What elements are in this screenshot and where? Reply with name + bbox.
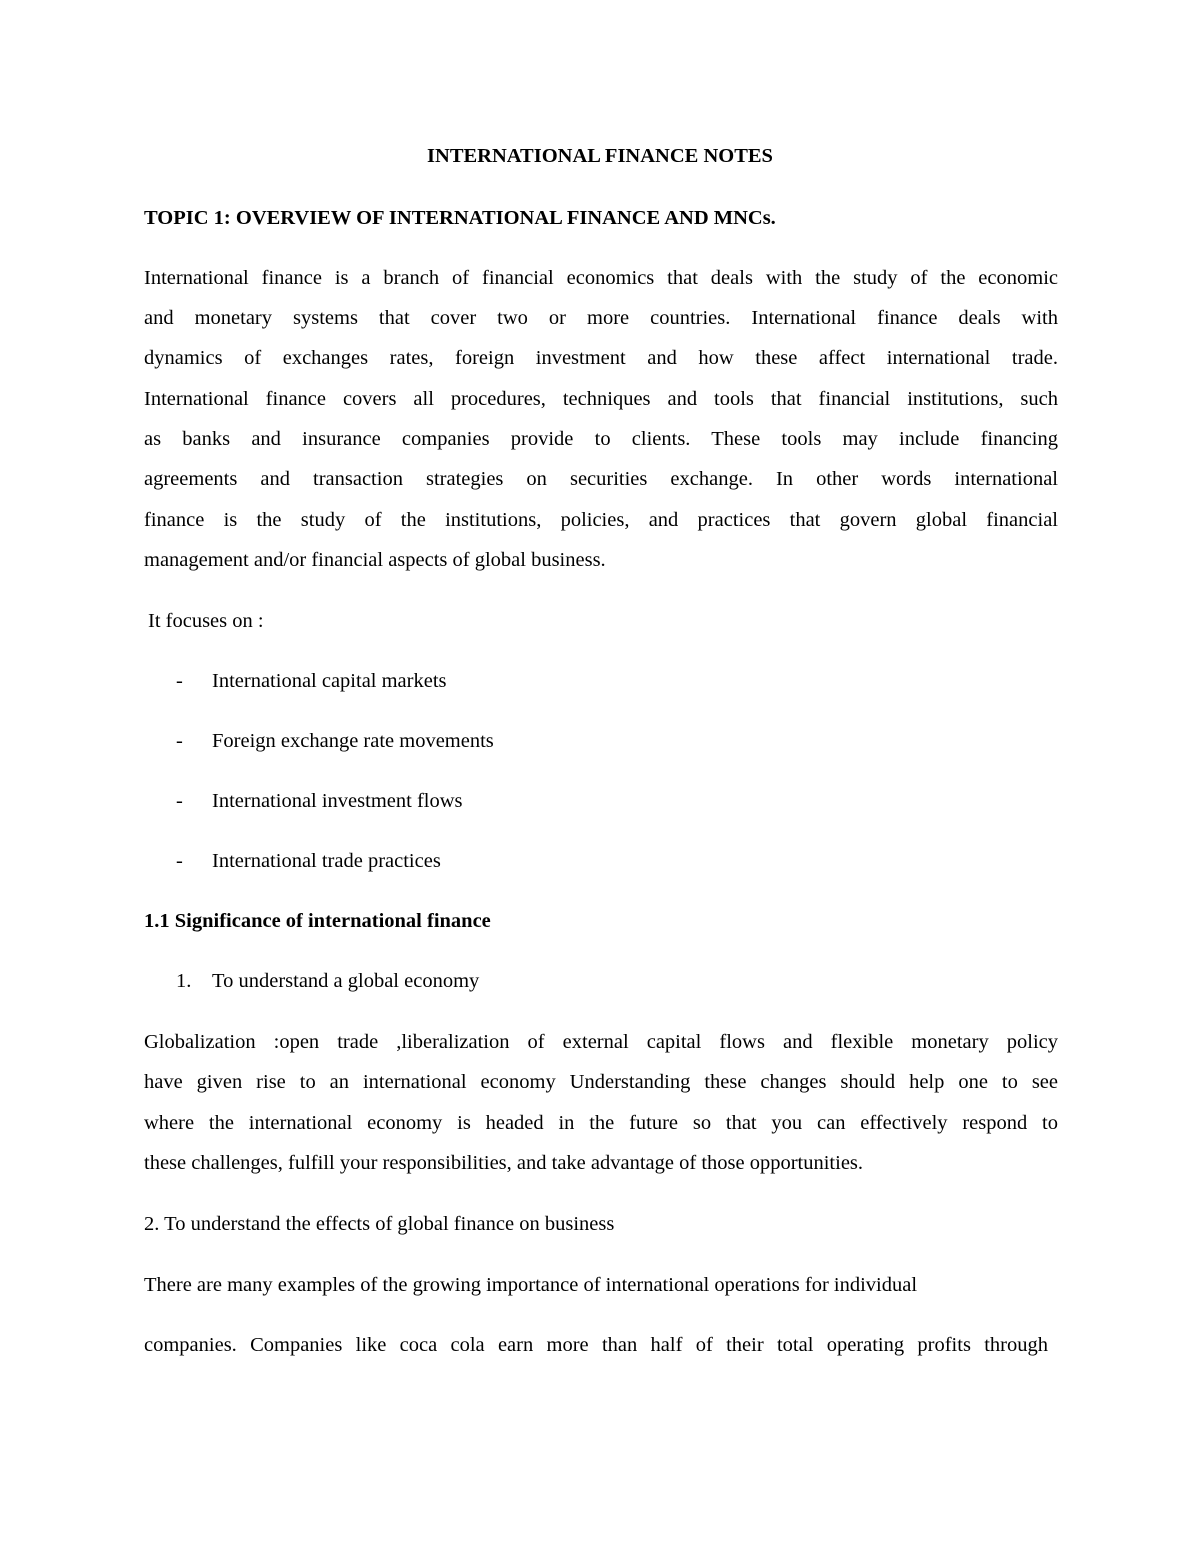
point-number: 1.	[176, 970, 192, 992]
focus-intro: It focuses on :	[148, 610, 264, 632]
dash-bullet-icon: -	[176, 730, 183, 752]
topic-heading: TOPIC 1: OVERVIEW OF INTERNATIONAL FINANCE AND MNCs.	[144, 207, 776, 229]
numbered-point-2: 2. To understand the effects of global finance on business	[144, 1213, 615, 1235]
paragraph-line: companies. Companies like coca cola earn more than half of their total operating profits through	[144, 1334, 1048, 1356]
list-item-text: International capital markets	[212, 670, 447, 692]
section-heading: 1.1 Significance of international finance	[144, 910, 491, 932]
point-label: To understand a global economy	[212, 970, 480, 992]
paragraph-line: Globalization :open trade ,liberalization of external capital flows and flexible monetary policy	[144, 1031, 1058, 1053]
paragraph-line: have given rise to an international economy Understanding these changes should help one to see	[144, 1071, 1058, 1093]
document-title: INTERNATIONAL FINANCE NOTES	[427, 145, 773, 167]
paragraph-line: There are many examples of the growing importance of international operations for individual	[144, 1274, 918, 1296]
paragraph-line: International finance covers all procedures, techniques and tools that financial institutions, such	[144, 388, 1058, 410]
dash-bullet-icon: -	[176, 670, 183, 692]
dash-bullet-icon: -	[176, 850, 183, 872]
paragraph-line: these challenges, fulfill your responsibilities, and take advantage of those opportunities.	[144, 1152, 864, 1174]
list-item-text: Foreign exchange rate movements	[212, 730, 494, 752]
paragraph-line: International finance is a branch of financial economics that deals with the study of the economic	[144, 267, 1058, 289]
list-item-text: International investment flows	[212, 790, 463, 812]
paragraph-line: where the international economy is headed in the future so that you can effectively respond to	[144, 1112, 1058, 1134]
paragraph-line: and monetary systems that cover two or more countries. International finance deals with	[144, 307, 1058, 329]
dash-bullet-icon: -	[176, 790, 183, 812]
paragraph-line: as banks and insurance companies provide to clients. These tools may include financing	[144, 428, 1058, 450]
paragraph-line: finance is the study of the institutions, policies, and practices that govern global financial	[144, 509, 1058, 531]
list-item-text: International trade practices	[212, 850, 441, 872]
paragraph-line: agreements and transaction strategies on securities exchange. In other words international	[144, 468, 1058, 490]
paragraph-line: dynamics of exchanges rates, foreign investment and how these affect international trade.	[144, 347, 1058, 369]
paragraph-line: management and/or financial aspects of global business.	[144, 549, 606, 571]
